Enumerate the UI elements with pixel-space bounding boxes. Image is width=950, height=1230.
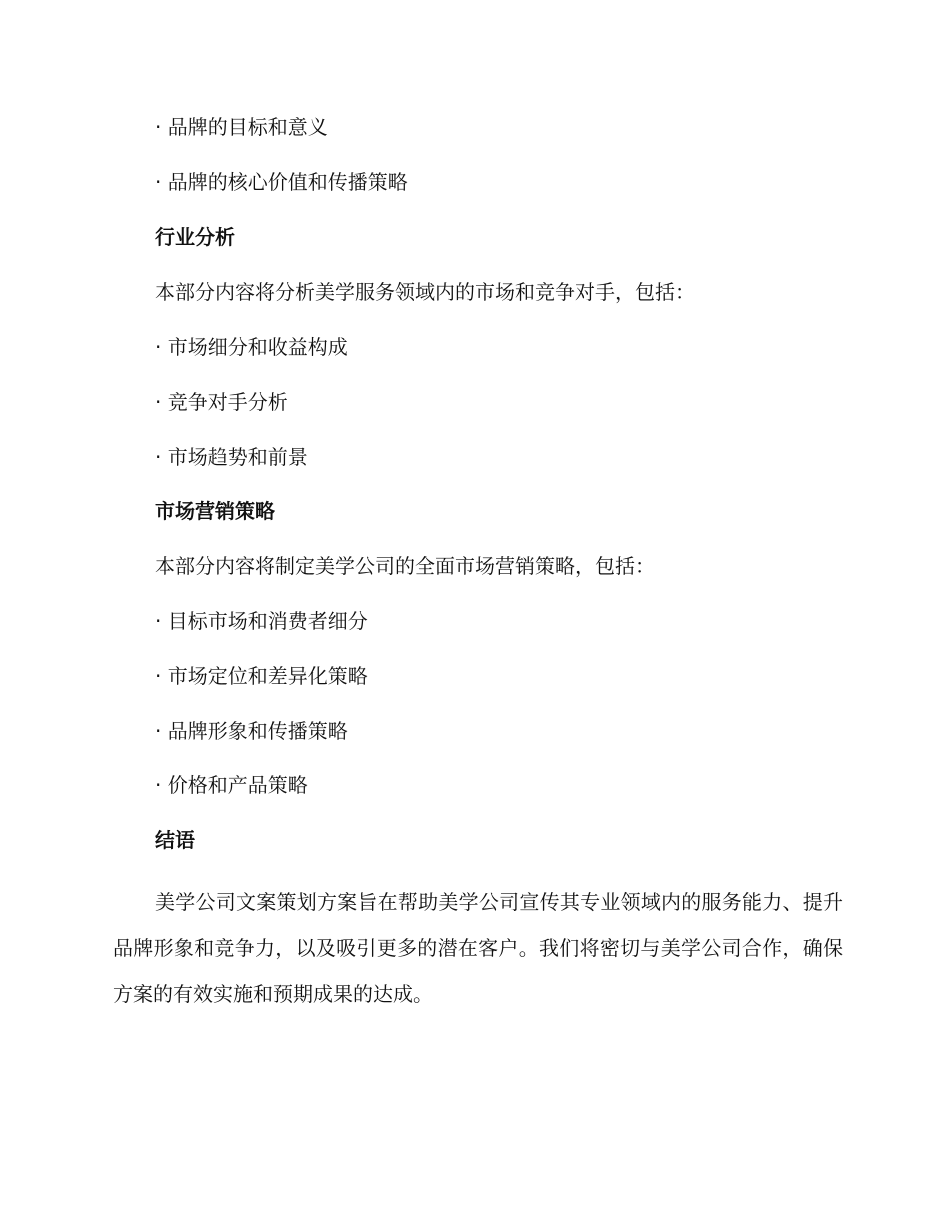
industry-intro: 本部分内容将分析美学服务领域内的市场和竞争对手，包括： xyxy=(155,280,695,304)
industry-bullet-segmentation: · 市场细分和收益构成 xyxy=(155,335,348,359)
marketing-intro: 本部分内容将制定美学公司的全面市场营销策略，包括： xyxy=(155,554,655,578)
brand-bullet-core-value: · 品牌的核心价值和传播策略 xyxy=(155,170,408,194)
industry-bullet-competitors: · 竞争对手分析 xyxy=(155,390,288,414)
conclusion-heading: 结语 xyxy=(155,828,195,852)
marketing-bullet-brand-image: · 品牌形象和传播策略 xyxy=(155,719,348,743)
marketing-bullet-positioning: · 市场定位和差异化策略 xyxy=(155,664,368,688)
marketing-bullet-price-product: · 价格和产品策略 xyxy=(155,773,308,797)
brand-bullet-goal: · 品牌的目标和意义 xyxy=(155,115,328,139)
conclusion-paragraph: 美学公司文案策划方案旨在帮助美学公司宣传其专业领域内的服务能力、提升品牌形象和竞争力，以及吸引更多的潜在客户。我们将密切与美学公司合作，确保方案的有效实施和预期成果的达成。 xyxy=(113,890,843,1006)
industry-bullet-trends: · 市场趋势和前景 xyxy=(155,445,308,469)
marketing-bullet-target: · 目标市场和消费者细分 xyxy=(155,609,368,633)
marketing-heading: 市场营销策略 xyxy=(155,499,275,523)
industry-heading: 行业分析 xyxy=(155,225,235,249)
